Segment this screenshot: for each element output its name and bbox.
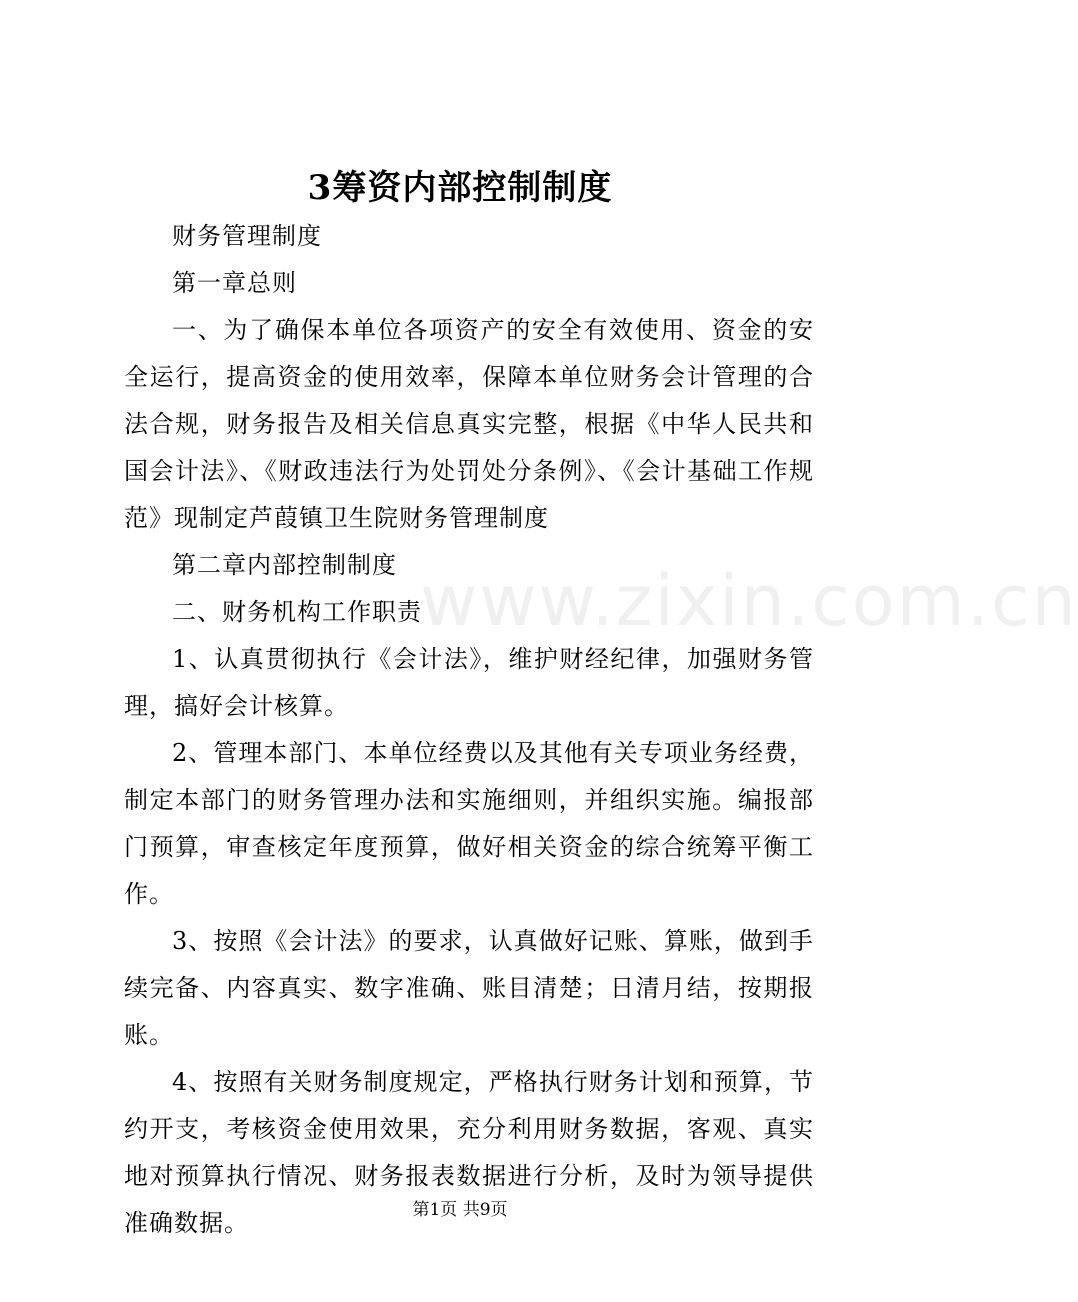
paragraph: 1、认真贯彻执行《会计法》，维护财经纪律，加强财务管理，搞好会计核算。 [124,645,814,720]
paragraph: 4、按照有关财务制度规定，严格执行财务计划和预算，节约开支，考核资金使用效果，充分利用财务数据，客观、真实地对预算执行情况、财务报表数据进行分析，及时为领导提供准确数据。 [124,1068,814,1237]
paragraph: 3、按照《会计法》的要求，认真做好记账、算账，做到手续完备、内容真实、数字准确、账目清楚；日清月结，按期报账。 [124,927,814,1049]
page-footer: 第1页 共9页 [412,1200,508,1220]
paragraph: 第一章总则 [172,269,297,297]
paragraph: 财务管理制度 [172,222,322,250]
document-body [124,213,814,1247]
document-title: 3筹资内部控制制度 [307,168,613,208]
watermark: www.zixin.com.cn [420,560,1078,642]
paragraph: 第二章内部控制制度 [172,551,397,579]
paragraph: 一、为了确保本单位各项资产的安全有效使用、资金的安全运行，提高资金的使用效率，保障本单位财务会计管理的合法合规，财务报告及相关信息真实完整，根据《中华人民共和国会计法》、《财政违法行为处罚处分条例》、《会计基础工作规范》现制定芦葭镇卫生院财务管理制度 [124,316,814,532]
paragraph: 2、管理本部门、本单位经费以及其他有关专项业务经费，制定本部门的财务管理办法和实施细则，并组织实施。编报部门预算，审查核定年度预算，做好相关资金的综合统筹平衡工作。 [124,739,814,908]
paragraph: 二、财务机构工作职责 [172,598,422,626]
